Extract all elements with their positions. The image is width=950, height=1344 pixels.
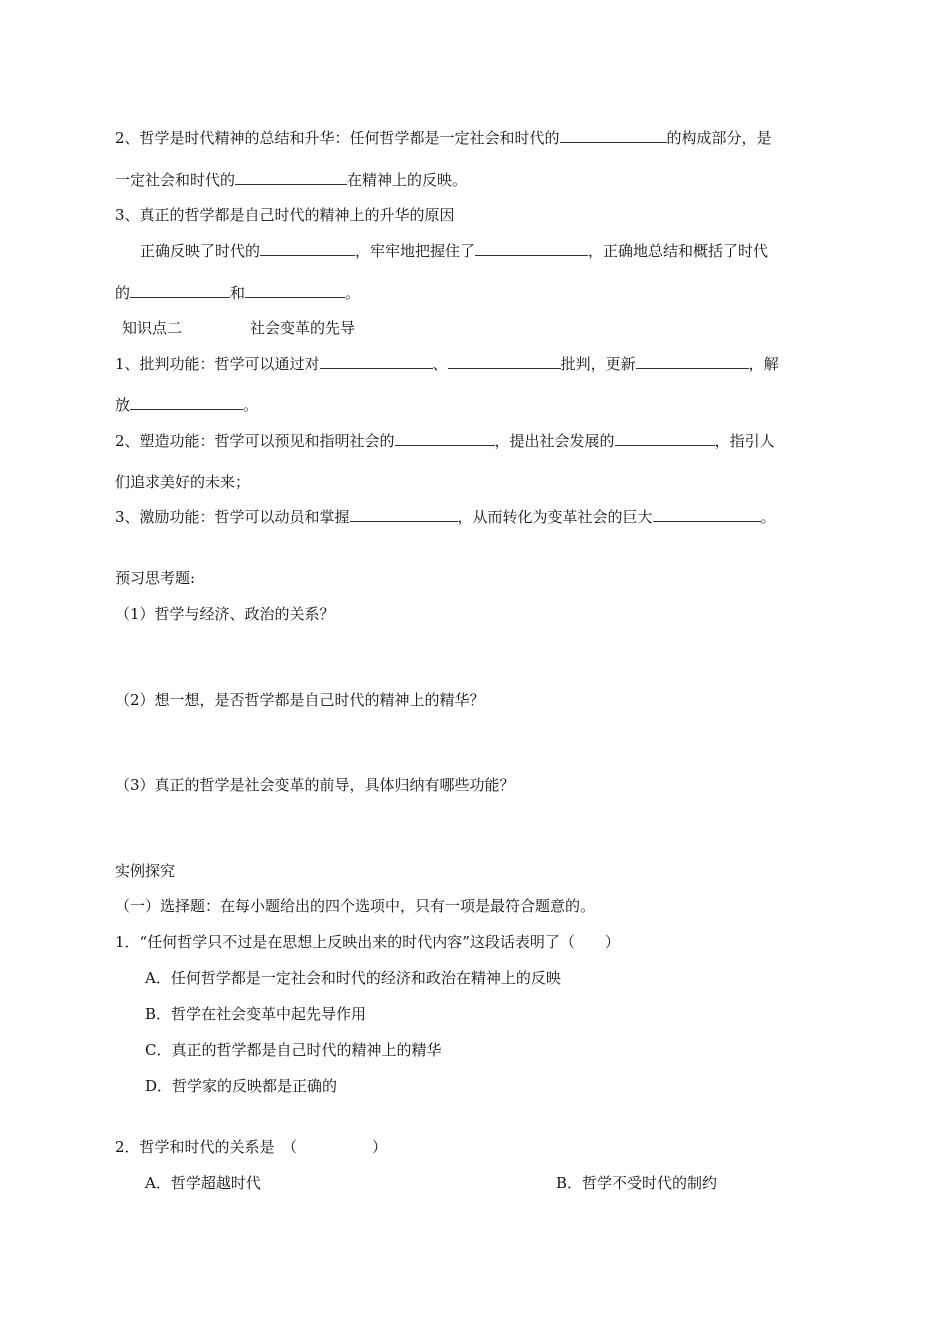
text: ，牢牢地把握住了 [355,242,476,260]
question-1-option-d[interactable]: D．哲学家的反映都是正确的 [145,1077,338,1095]
fill-blank[interactable] [130,395,243,410]
heading-label: 知识点二 [122,319,183,337]
question-1-stem: 1．“任何哲学只不过是在思想上反映出来的时代内容”这段话表明了（ ） [115,933,620,951]
text: ，解 [748,355,779,373]
preview-question-3: （3）真正的哲学是社会变革的前导，具体归纳有哪些功能？ [115,776,515,794]
fill-blank[interactable] [475,241,588,256]
fill-blank[interactable] [320,354,433,369]
heading-title: 社会变革的先导 [250,319,356,337]
question-1-option-b[interactable]: B．哲学在社会变革中起先导作用 [145,1005,367,1023]
text: 放 [115,396,131,414]
fill-blank[interactable] [130,283,230,298]
text: ，提出社会发展的 [494,432,615,450]
shaping-line-1 [115,431,775,451]
fill-blank[interactable] [395,431,495,446]
item-2-line-1 [115,128,772,148]
text: 批判，更新 [560,355,636,373]
question-2-option-a[interactable]: A．哲学超越时代 [145,1174,261,1192]
text: 的构成部分，是 [666,129,772,147]
critique-line-1 [115,354,779,374]
text: ，指引人 [714,432,775,450]
item-3-title: 3、真正的哲学都是自己时代的精神上的升华的原因 [115,206,455,224]
motivation-line [115,507,776,527]
item-3-line-2 [115,283,360,303]
item-2-line-2 [115,170,467,190]
critique-line-2 [115,395,258,415]
text: 在精神上的反映。 [347,171,468,189]
fill-blank[interactable] [350,507,458,522]
fill-blank[interactable] [636,354,749,369]
fill-blank[interactable] [448,354,561,369]
fill-blank[interactable] [245,283,345,298]
question-1-option-a[interactable]: A．任何哲学都是一定社会和时代的经济和政治在精神上的反映 [145,969,561,987]
text: 的 [115,284,131,302]
preview-question-2: （2）想一想，是否哲学都是自己时代的精神上的精华？ [115,691,485,709]
text: 、 [432,355,448,373]
preview-title: 预习思考题: [115,569,196,587]
section-heading [122,318,355,338]
text: ，正确地总结和概括了时代 [588,242,769,260]
examples-title: 实例探究 [115,862,176,880]
question-2-stem: 2．哲学和时代的关系是 （ ） [115,1138,388,1156]
text: ，从而转化为变革社会的巨大 [457,508,653,526]
text: 正确反映了时代的 [140,242,261,260]
question-2-option-b[interactable]: B．哲学不受时代的制约 [556,1174,718,1192]
preview-question-1: （1）哲学与经济、政治的关系？ [115,605,335,623]
text: 。 [345,284,361,302]
text: 2、哲学是时代精神的总结和升华：任何哲学都是一定社会和时代的 [115,129,560,147]
fill-blank[interactable] [235,170,347,185]
shaping-line-2: 们追求美好的未来； [115,473,251,491]
text: 。 [760,508,776,526]
fill-blank[interactable] [260,241,355,256]
examples-instruction: （一）选择题：在每小题给出的四个选项中，只有一项是最符合题意的。 [115,897,596,915]
text: 2、塑造功能：哲学可以预见和指明社会的 [115,432,395,450]
question-1-option-c[interactable]: C．真正的哲学都是自己时代的精神上的精华 [145,1041,442,1059]
fill-blank[interactable] [653,507,761,522]
item-3-line-1 [140,241,768,261]
text: 。 [243,396,259,414]
text: 3、激励功能：哲学可以动员和掌握 [115,508,350,526]
text: 和 [230,284,246,302]
text: 一定社会和时代的 [115,171,236,189]
text: 1、批判功能：哲学可以通过对 [115,355,320,373]
fill-blank[interactable] [615,431,715,446]
fill-blank[interactable] [560,128,667,143]
